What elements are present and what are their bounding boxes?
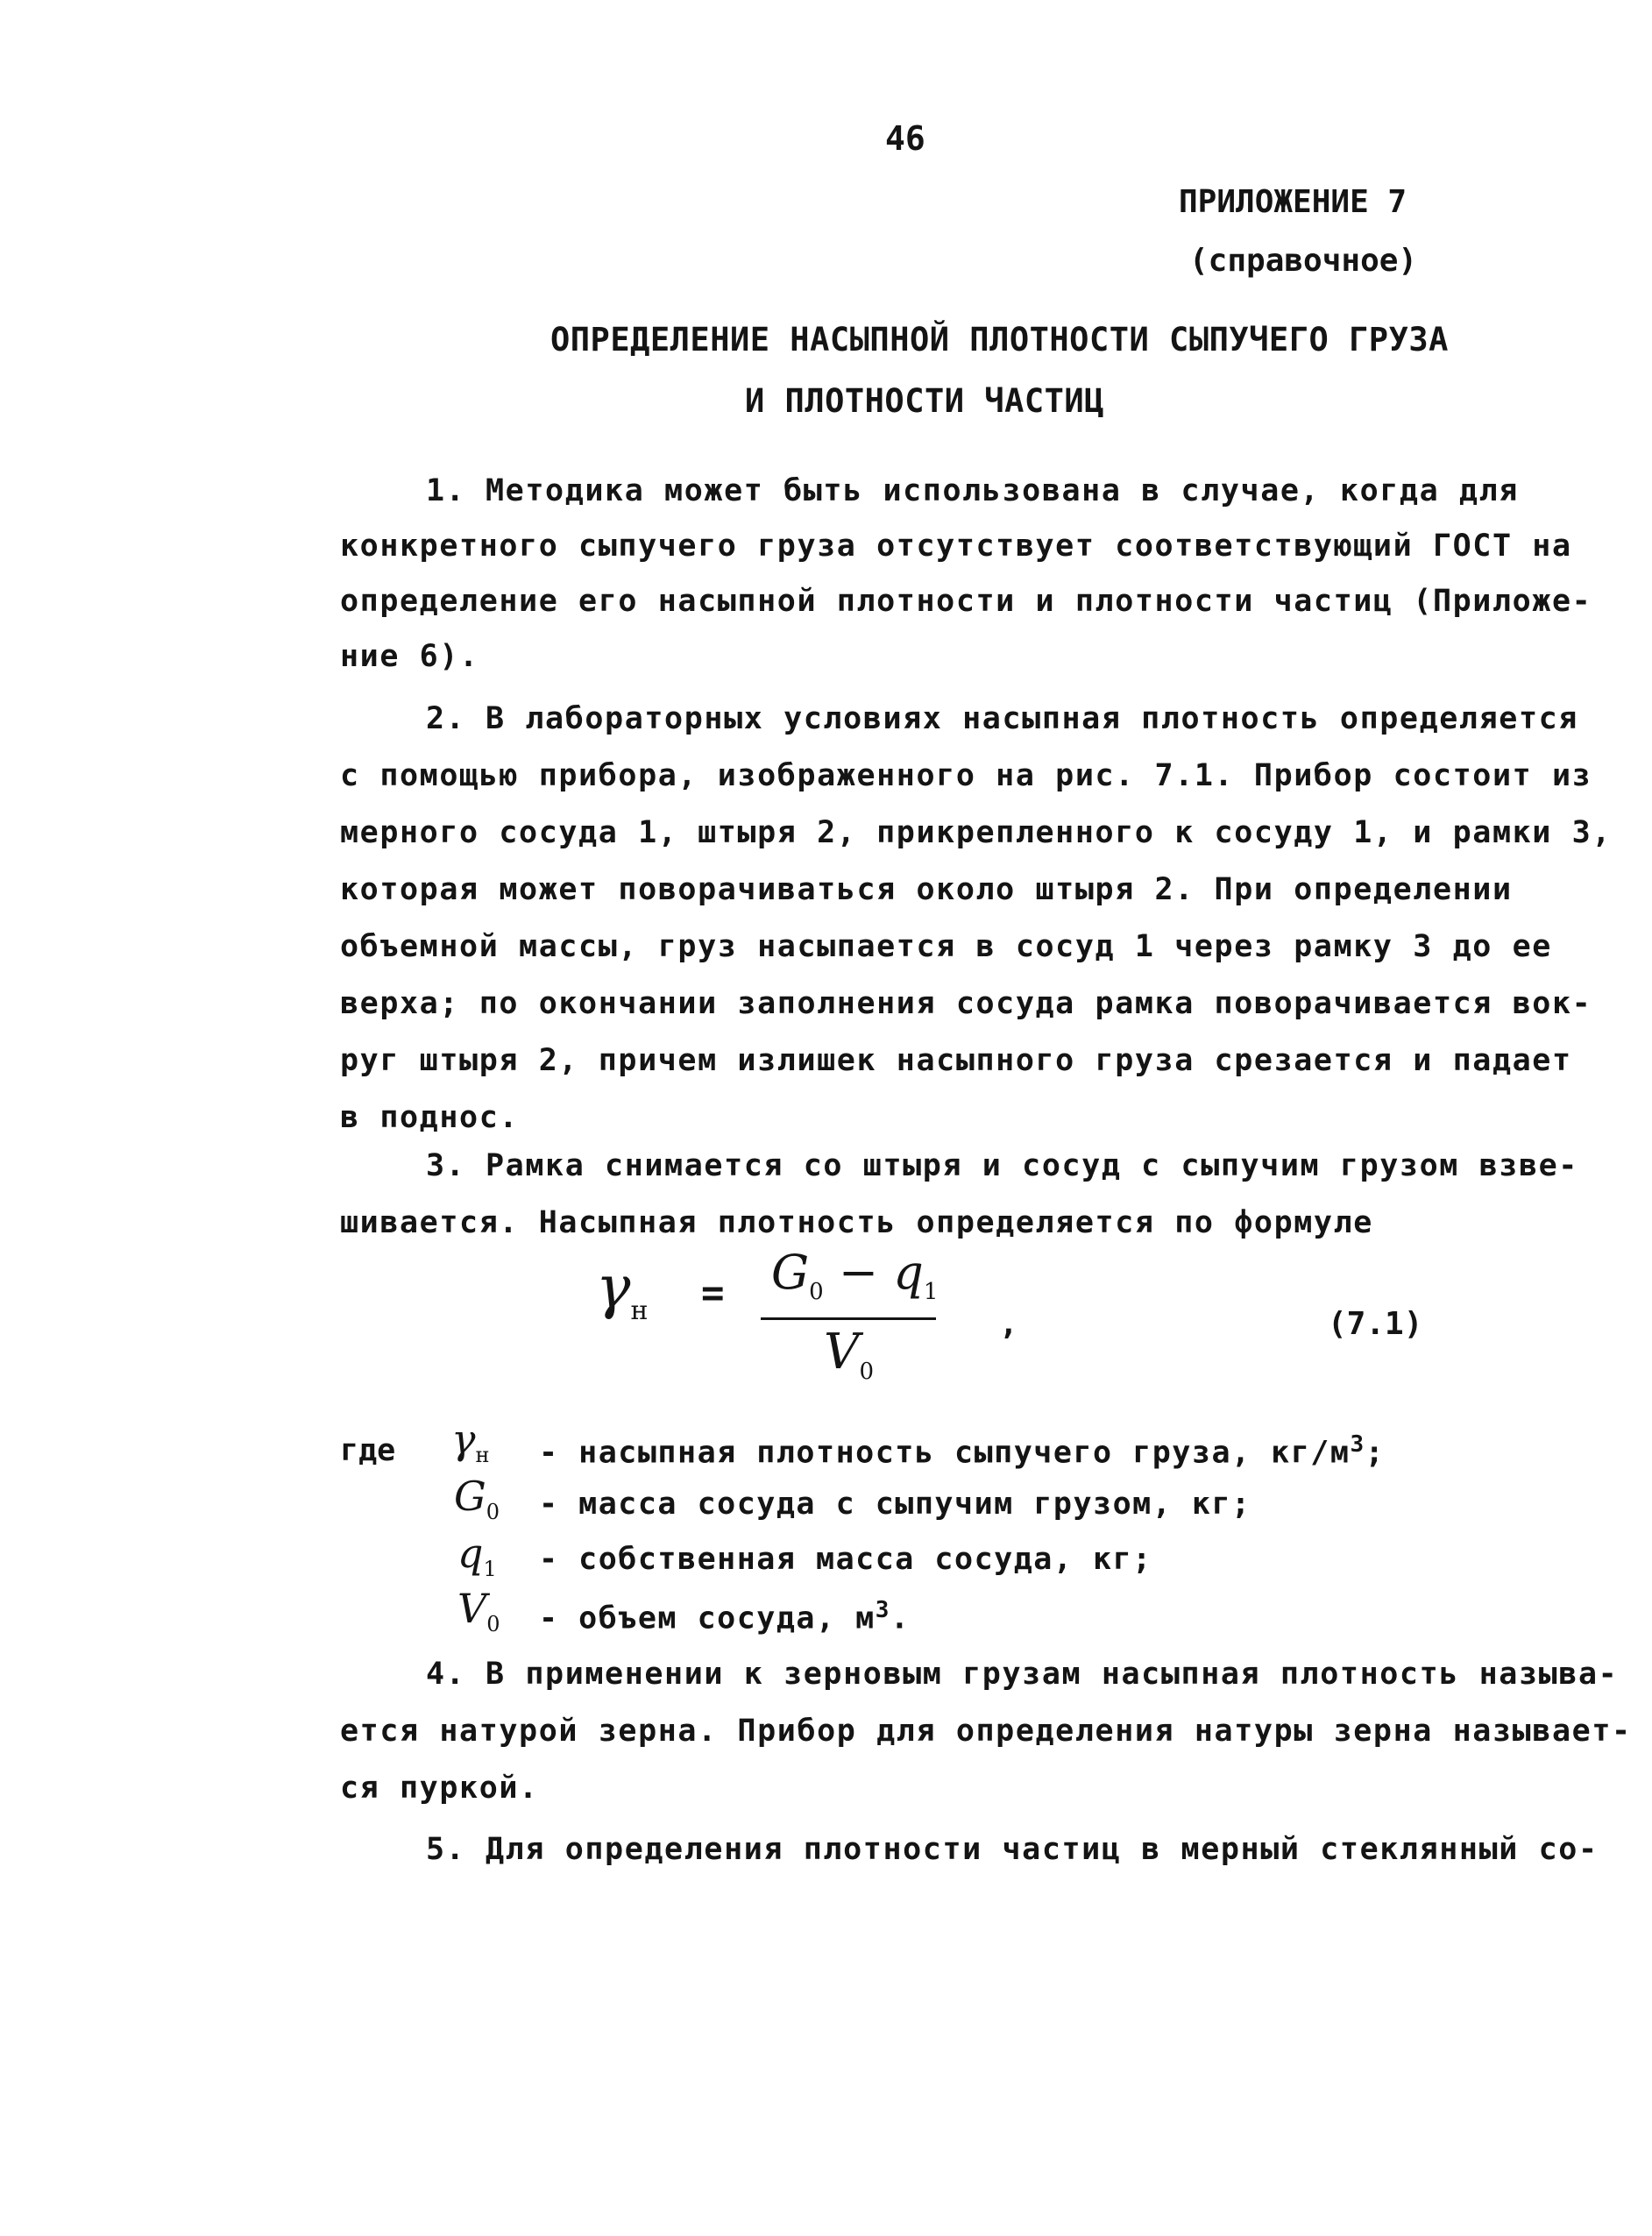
legend-item [457,1585,500,1636]
paragraph-1-line: 1. Методика может быть использована в случае, когда для [426,473,1519,508]
formula-denominator-symbol: V [824,1324,860,1381]
legend-description [539,1487,1251,1522]
paragraph-3-line: шивается. Насыпная плотность определяется по формуле [340,1205,1373,1240]
legend-superscript: 3 [1350,1431,1365,1458]
formula-numerator-b: q [893,1245,924,1300]
paragraph-2-line: верха; по окончании заполнения сосуда рамка поворачивается вок- [340,986,1592,1021]
paragraph-2-line: объемной массы, груз насыпается в сосуд 1 через рамку 3 до ее [340,929,1552,964]
legend-symbol-letter: G [454,1473,486,1520]
paragraph-2-line: с помощью прибора, изображенного на рис. 7.1. Прибор состоит из [340,758,1592,793]
legend-item [454,1473,500,1524]
legend-symbol [457,1530,497,1582]
legend-symbol-letter: γ [451,1416,476,1463]
paragraph-2-line: в поднос. [340,1100,520,1135]
paragraph-1-line: определение его насыпной плотности и плотности частиц (Приложе- [340,584,1592,619]
formula-lhs [596,1253,648,1326]
legend-text: - объем сосуда, м [539,1601,876,1636]
formula-lhs-symbol: γ [596,1253,631,1321]
legend-symbol-subscript: 1 [483,1557,497,1582]
page-number: 46 [885,119,925,158]
legend-symbol [457,1585,500,1637]
legend-symbol-subscript: н [475,1443,490,1468]
formula-denominator-subscript: 0 [859,1359,874,1386]
paragraph-4-line: ся пуркой. [340,1771,539,1806]
paragraph-5-line: 5. Для определения плотности частиц в мерный стеклянный со- [426,1832,1599,1867]
paragraph-1-line: конкретного сыпучего груза отсутствует соответствующий ГОСТ на [340,529,1572,564]
formula-numerator [771,1245,938,1305]
fraction-bar [761,1317,936,1320]
formula-numerator-a: G [771,1245,810,1300]
legend-symbol-letter: V [457,1585,487,1632]
legend-item [451,1416,490,1467]
formula-minus: − [823,1245,894,1300]
legend-text: - собственная масса сосуда, кг; [539,1542,1152,1577]
formula-number: (7.1) [1328,1306,1423,1342]
paragraph-2-line: мерного сосуда 1, штыря 2, прикрепленного к сосуду 1, и рамки 3, [340,815,1612,850]
paragraph-3-line: 3. Рамка снимается со штыря и сосуд с сыпучим грузом взве- [426,1148,1578,1183]
legend-tail: . [890,1601,911,1636]
document-title-line-2: И ПЛОТНОСТИ ЧАСТИЦ [745,382,1104,420]
paragraph-2-line: которая может поворачиваться около штыря 2. При определении [340,872,1513,907]
paragraph-2-line: руг штыря 2, причем излишек насыпного груза срезается и падает [340,1043,1572,1078]
formula-equals: = [701,1271,725,1316]
legend-symbol-subscript: 0 [486,1500,500,1525]
legend-description [539,1431,1385,1471]
formula-numerator-b-subscript: 1 [923,1278,939,1305]
formula-lhs-subscript: н [630,1295,649,1327]
document-title-line-1: ОПРЕДЕЛЕНИЕ НАСЫПНОЙ ПЛОТНОСТИ СЫПУЧЕГО ГРУЗА [550,321,1449,358]
legend-symbol-subscript: 0 [486,1612,500,1637]
appendix-subtitle: (справочное) [1189,243,1418,279]
formula-numerator-a-subscript: 0 [809,1278,824,1305]
legend-symbol [454,1473,500,1525]
legend-description [539,1542,1152,1577]
legend-description [539,1597,910,1636]
legend-where-label: где [340,1433,396,1468]
legend-text: - масса сосуда с сыпучим грузом, кг; [539,1487,1251,1522]
legend-item [457,1530,497,1581]
legend-tail: ; [1365,1435,1386,1471]
appendix-title: ПРИЛОЖЕНИЕ 7 [1179,184,1407,220]
legend-superscript: 3 [875,1597,890,1623]
legend-symbol [451,1416,490,1468]
paragraph-2-line: 2. В лабораторных условиях насыпная плотность определяется [426,701,1578,736]
paragraph-4-line: 4. В применении к зерновым грузам насыпная плотность называ- [426,1657,1619,1692]
legend-text: - насыпная плотность сыпучего груза, кг/м [539,1435,1351,1471]
paragraph-1-line: ние 6). [340,639,479,674]
paragraph-4-line: ется натурой зерна. Прибор для определения натуры зерна называет- [340,1714,1632,1749]
formula-denominator [824,1324,874,1385]
formula-comma: , [999,1306,1018,1342]
legend-symbol-letter: q [457,1530,484,1577]
